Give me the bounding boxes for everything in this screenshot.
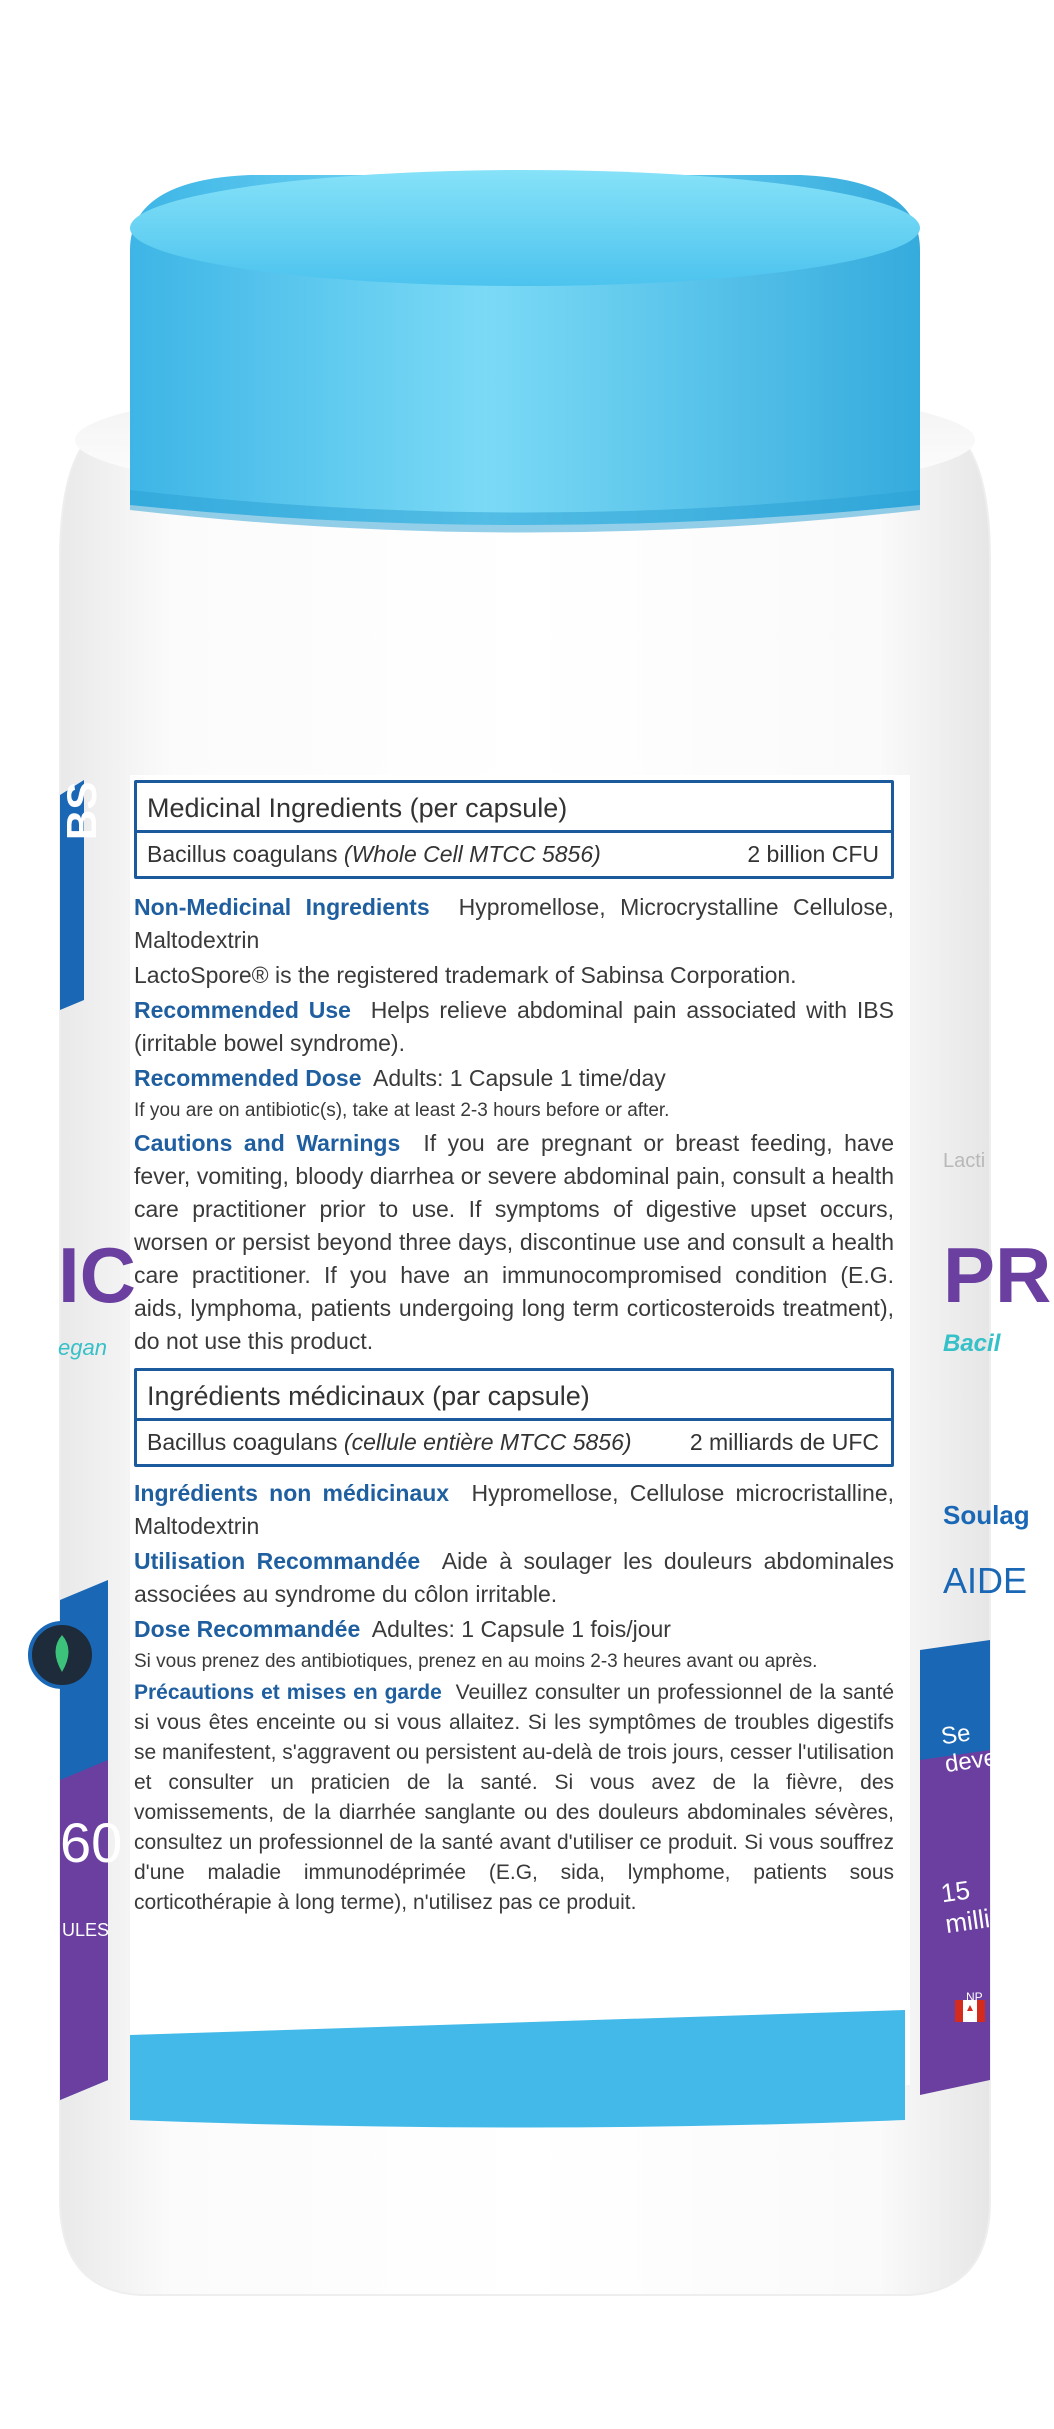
utilisation-recommandee: Utilisation Recommandée Aide à soulager les douleurs abdominales associées au syndrome du côlon irritable. [134,1548,894,1607]
dose-recommandee: Dose Recommandée Adultes: 1 Capsule 1 fois/jour [134,1616,671,1642]
recommended-dose: Recommended Dose Adults: 1 Capsule 1 time/day [134,1065,666,1091]
antibiotic-note: If you are on antibiotic(s), take at least 2-3 hours before or after. [134,1100,670,1121]
ingredients-non-medicinaux: Ingrédients non médicinaux Hypromellose, Cellulose microcristalline, Maltodextrin [134,1480,894,1539]
right-logo-fragment: Lacti [943,1150,986,1172]
ingredients-medicinaux-box [134,1368,894,1467]
ingredient-medicinal-row [137,1418,891,1464]
right-title-fragment: PR [943,1231,1052,1319]
ingredient-amount-fr: 2 milliards de UFC [689,1429,879,1455]
precautions-mises-en-garde: Précautions et mises en garde Veuillez consulter un professionnel de la santé si vous êtes enceinte ou si vous allaitez. Si les symptômes de troubles digestifs se manifestent, s'aggravent ou persistent au-delà de trois jours, cesser l'utilisation et consulter un praticien de la santé. Si vous avez de la fièvre, des vomissements, de la diarrhée sanglante ou des douleurs abdominales sévères, consultez un professionnel de la santé avant d'utiliser ce produit. Si vous souffrez d'une maladie immunodéprimée (E.G, sida, lymphome, patients sous corticothérapie à long terme), n'utilisez pas ce produit. [134,1681,894,1914]
ingredient-amount: 2 billion CFU [747,841,879,867]
left-count-unit: ULES [62,1920,110,1940]
ingredients-medicinaux-title: Ingrédients médicinaux (par capsule) [147,1381,590,1411]
left-brand-fragment: IC [58,1231,136,1319]
left-sub-fragment: egan [58,1335,107,1360]
label-text-block [134,780,894,1918]
right-banner-fragment: Se devel [939,1719,1004,1779]
french-section [134,1368,894,1918]
right-subtitle-fragment: Bacil [943,1330,1001,1357]
ingredient-name-fr: Bacillus coagulans (cellule entière MTCC 5856) [147,1429,632,1455]
medicinal-ingredients-title: Medicinal Ingredients (per capsule) [147,793,568,823]
right-strength-fragment: 15 milli [938,1874,992,1940]
left-tag: BS [58,781,105,840]
nonmed-ingredients: Non-Medicinal Ingredients Hypromellose, Microcrystalline Cellulose, Maltodextrin [134,894,895,953]
right-claim-fragment: Soulag [943,1500,1030,1530]
ingredient-name: Bacillus coagulans (Whole Cell MTCC 5856) [147,841,601,867]
medicinal-ingredients-box [134,780,894,879]
trademark-note: LactoSpore® is the registered trademark of Sabinsa Corporation. [134,962,797,988]
right-npn-fragment: NP [966,1990,983,2004]
antibiotiques-note: Si vous prenez des antibiotiques, prenez en au moins 2-3 heures avant ou après. [134,1651,818,1672]
recommended-use: Recommended Use Helps relieve abdominal pain associated with IBS (irritable bowel syndrome). [134,997,894,1056]
medicinal-ingredient-row [137,830,891,876]
cap-top [130,170,920,286]
cautions-warnings: Cautions and Warnings If you are pregnant or breast feeding, have fever, vomiting, bloody diarrhea or severe abdominal pain, consult a health care practitioner prior to use. If symptoms of digestive upset occurs, worsen or persist beyond three days, discontinue use and consult a health care practitioner. If you have an immunocompromised condition (E.G. aids, lymphoma, patients undergoing long term corticosteroids treatment), do not use this product. [134,1130,895,1354]
right-aides-fragment: AIDE [943,1560,1028,1601]
left-count: 60 [60,1811,123,1874]
